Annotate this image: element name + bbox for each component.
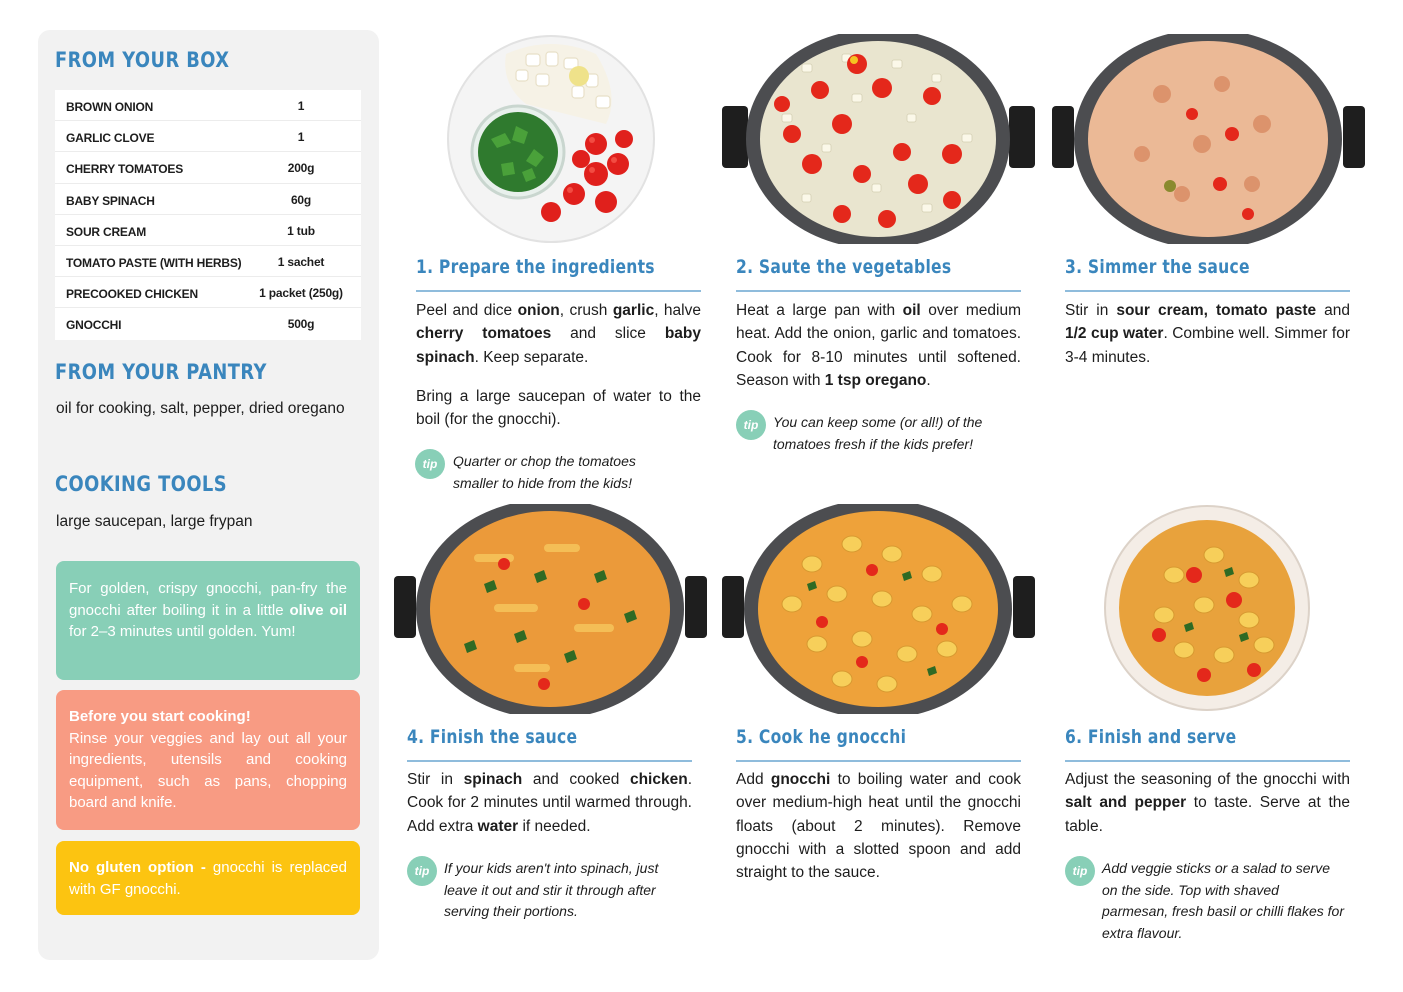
bold-text: baby spinach: [416, 325, 701, 366]
before-cooking-callout: [56, 690, 360, 830]
text: if needed.: [518, 817, 591, 835]
ingredient-name: GNOCCHI: [66, 318, 122, 333]
text: Heat a large pan with: [736, 302, 903, 319]
ingredient-name: TOMATO PASTE (WITH HERBS): [66, 255, 242, 270]
callout-text: gnocchi is replaced with GF gnocchi.: [69, 859, 347, 898]
ingredient-quantity: 1: [297, 99, 305, 113]
step-2-instructions: [736, 299, 1021, 392]
text: and cooked: [522, 771, 630, 788]
box-ingredients-table: [55, 90, 361, 340]
ingredient-quantity: 1 tub: [287, 223, 315, 238]
tools-heading: COOKING TOOLS: [55, 472, 228, 496]
step-6-photo: [1104, 505, 1311, 712]
from-box-heading: FROM YOUR BOX: [55, 48, 230, 72]
ingredient-name: PRECOOKED CHICKEN: [66, 287, 198, 302]
ingredient-row: [55, 90, 361, 121]
tip-badge-icon: tip: [1065, 856, 1095, 886]
ingredient-name: GARLIC CLOVE: [66, 131, 155, 146]
step-1-tip: Quarter or chop the tomatoes smaller to hide from the kids!: [453, 453, 636, 491]
ingredient-quantity: 200g: [287, 161, 315, 176]
bold-text: 1 tsp oregano: [824, 371, 927, 389]
bold-text: sour cream, tomato paste: [1116, 302, 1317, 319]
bold-text: salt and pepper: [1065, 794, 1187, 812]
ingredient-quantity: 60g: [290, 192, 312, 207]
text: . Cook for 2 minutes until warmed through. Add extra: [407, 771, 692, 835]
step-2-paragraph: [736, 299, 1021, 392]
text: Peel and dice: [416, 302, 518, 319]
step-4-paragraph: [407, 768, 692, 838]
pantry-heading: FROM YOUR PANTRY: [55, 360, 267, 384]
gluten-free-callout: [56, 841, 360, 915]
ingredient-name: BROWN ONION: [66, 100, 154, 114]
step-1-instructions: [416, 299, 701, 431]
step-5-photo: [722, 504, 1035, 714]
step-4-divider: [407, 760, 692, 762]
bold-text: garlic: [612, 302, 655, 319]
step-6-tip: Add veggie sticks or a salad to serve on the side. Top with shaved parmesan, fresh basil or chilli flakes for extra flavour.: [1102, 860, 1344, 941]
ingredients-sidebar: [38, 30, 379, 960]
callout-bold: olive oil: [289, 601, 347, 619]
step-1-title: 1. Prepare the ingredients: [416, 256, 655, 278]
callout-bold: Before you start cooking!: [69, 708, 251, 725]
step-1-photo: [446, 34, 656, 244]
ingredient-row: [55, 277, 361, 308]
pantry-text: oil for cooking, salt, pepper, dried oregano: [56, 400, 345, 417]
text: and slice: [551, 325, 665, 343]
bold-text: gnocchi: [770, 771, 831, 788]
step-6-title: 6. Finish and serve: [1065, 726, 1237, 748]
text: over medium heat. Add the onion, garlic and tomatoes. Cook for 8-10 minutes until softened. Season with: [736, 302, 1021, 389]
text: . Combine well. Simmer for 3-4 minutes.: [1065, 325, 1350, 366]
step-1-divider: [416, 290, 701, 292]
step-4-title: 4. Finish the sauce: [407, 726, 578, 748]
text: and: [1316, 302, 1350, 319]
ingredient-quantity: 1 packet (250g): [259, 286, 343, 301]
crispy-gnocchi-callout: [56, 561, 360, 680]
ingredient-name: CHERRY TOMATOES: [66, 162, 184, 177]
bold-text: onion: [517, 302, 560, 319]
text: . Keep separate.: [474, 348, 589, 366]
text: Stir in: [407, 771, 464, 788]
callout-text: for 2–3 minutes until golden. Yum!: [69, 623, 296, 641]
text: Bring a large saucepan of water to the boil (for the gnocchi).: [416, 387, 701, 429]
bold-text: cherry tomatoes: [416, 325, 552, 343]
step-6-paragraph: [1065, 768, 1350, 838]
text: Adjust the seasoning of the gnocchi with: [1065, 771, 1350, 788]
step-6-instructions: [1065, 768, 1350, 838]
step-4-instructions: [407, 768, 692, 838]
step-1-paragraph: [416, 385, 701, 432]
tip-badge-icon: tip: [407, 856, 437, 886]
callout-bold: No gluten option -: [69, 859, 206, 876]
ingredient-row: [55, 215, 361, 246]
callout-text: For golden, crispy gnocchi, pan-fry the gnocchi after boiling it in a little: [69, 580, 347, 619]
text: , halve: [654, 302, 701, 319]
tools-text: large saucepan, large frypan: [56, 513, 253, 530]
step-5-paragraph: [736, 768, 1021, 884]
callout-text: Rinse your veggies and lay out all your ingredients, utensils and cooking equipment, such as pans, chopping board and knife.: [69, 729, 347, 812]
step-5-divider: [736, 760, 1021, 762]
step-2-tip: You can keep some (or all!) of the tomatoes fresh if the kids prefer!: [773, 414, 983, 452]
bold-text: water: [477, 817, 519, 835]
step-3-instructions: [1065, 299, 1350, 369]
text: .: [926, 371, 931, 389]
bold-text: 1/2 cup water: [1065, 325, 1164, 343]
step-2-photo: [722, 34, 1035, 244]
step-3-photo: [1052, 34, 1365, 244]
bold-text: spinach: [463, 771, 523, 788]
step-4-photo: [394, 504, 707, 714]
step-3-title: 3. Simmer the sauce: [1065, 256, 1250, 278]
step-5-title: 5. Cook he gnocchi: [736, 726, 907, 748]
ingredient-name: BABY SPINACH: [66, 193, 155, 208]
step-3-paragraph: [1065, 299, 1350, 369]
text: to boiling water and cook over medium-high heat until the gnocchi floats (about 2 minutes). Remove gnocchi with a slotted spoon and add straight to the sauce.: [736, 771, 1021, 882]
step-1-paragraph: [416, 299, 701, 369]
tip-badge-icon: tip: [415, 449, 445, 479]
ingredient-row: [55, 152, 361, 183]
step-4-tip: If your kids aren't into spinach, just leave it out and stir it through after serving their portions.: [444, 860, 659, 920]
step-2-divider: [736, 290, 1021, 292]
ingredient-quantity: 1 sachet: [277, 254, 325, 269]
step-2-title: 2. Saute the vegetables: [736, 256, 952, 278]
text: , crush: [559, 302, 613, 319]
text: to taste. Serve at the table.: [1065, 794, 1350, 835]
step-6-divider: [1065, 760, 1350, 762]
step-5-instructions: [736, 768, 1021, 884]
text: Stir in: [1065, 302, 1117, 319]
tip-badge-icon: tip: [736, 410, 766, 440]
bold-text: chicken: [629, 771, 688, 788]
step-3-divider: [1065, 290, 1350, 292]
ingredient-name: SOUR CREAM: [66, 224, 147, 239]
text: Add: [736, 771, 771, 788]
ingredient-row: [55, 246, 361, 277]
ingredient-row: [55, 184, 361, 215]
ingredient-quantity: 1: [297, 130, 305, 145]
ingredient-row: [55, 121, 361, 152]
bold-text: oil: [902, 302, 921, 319]
ingredient-quantity: 500g: [287, 317, 315, 332]
ingredient-row: [55, 308, 361, 339]
